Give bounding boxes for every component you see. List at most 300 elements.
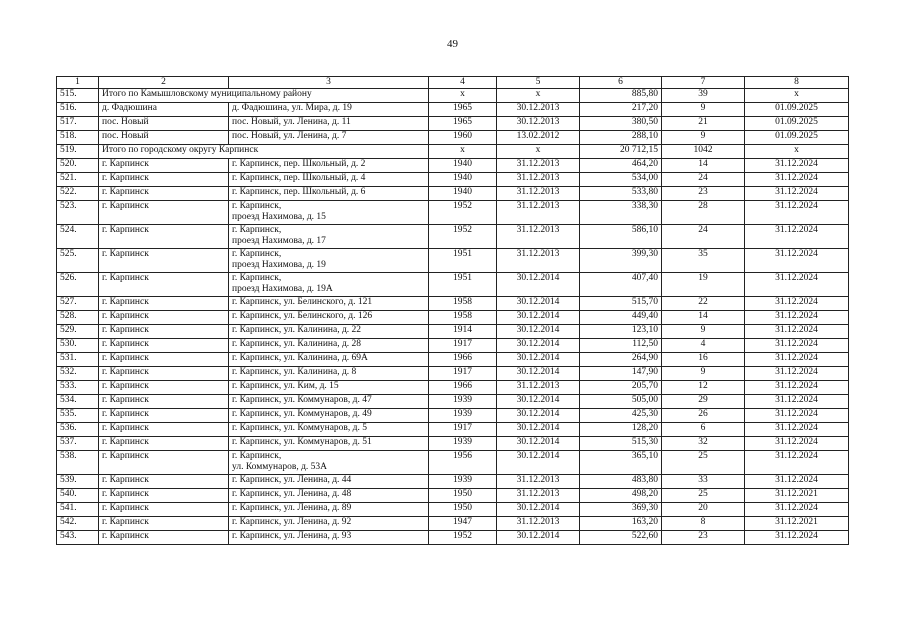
count-cell: 35 bbox=[662, 249, 745, 273]
year-cell: 1914 bbox=[429, 325, 497, 339]
deadline-cell: 01.09.2025 bbox=[745, 117, 849, 131]
date-cell: 30.12.2014 bbox=[497, 423, 580, 437]
deadline-cell: 31.12.2021 bbox=[745, 517, 849, 531]
year-cell: 1917 bbox=[429, 339, 497, 353]
table-row bbox=[57, 159, 849, 173]
address-line: г. Карпинск, ул. Белинского, д. 121 bbox=[232, 297, 373, 307]
row-number-cell: 528. bbox=[57, 311, 99, 325]
deadline-cell: 31.12.2024 bbox=[745, 531, 849, 545]
date-cell: 30.12.2014 bbox=[497, 273, 580, 297]
count-cell: 9 bbox=[662, 131, 745, 145]
year-cell: x bbox=[429, 145, 497, 159]
year-cell: 1952 bbox=[429, 531, 497, 545]
address-cell bbox=[229, 103, 429, 117]
date-cell: 30.12.2014 bbox=[497, 437, 580, 451]
deadline-cell: 31.12.2024 bbox=[745, 367, 849, 381]
year-cell: 1940 bbox=[429, 187, 497, 201]
row-number-cell: 536. bbox=[57, 423, 99, 437]
locality-cell: г. Карпинск bbox=[99, 475, 229, 489]
row-number-cell: 538. bbox=[57, 451, 99, 475]
year-cell: 1940 bbox=[429, 159, 497, 173]
count-cell: 4 bbox=[662, 339, 745, 353]
count-cell: 25 bbox=[662, 451, 745, 475]
row-number-cell: 521. bbox=[57, 173, 99, 187]
row-number-cell: 519. bbox=[57, 145, 99, 159]
locality-cell: г. Карпинск bbox=[99, 381, 229, 395]
area-cell: 264,90 bbox=[580, 353, 662, 367]
count-cell: 25 bbox=[662, 489, 745, 503]
row-number-cell: 517. bbox=[57, 117, 99, 131]
date-cell: 31.12.2013 bbox=[497, 249, 580, 273]
deadline-cell: 31.12.2024 bbox=[745, 249, 849, 273]
locality-cell: г. Карпинск bbox=[99, 297, 229, 311]
year-cell: x bbox=[429, 89, 497, 103]
address-cell bbox=[229, 451, 429, 475]
count-cell: 1042 bbox=[662, 145, 745, 159]
count-cell: 22 bbox=[662, 297, 745, 311]
year-cell: 1958 bbox=[429, 297, 497, 311]
date-cell: 30.12.2014 bbox=[497, 325, 580, 339]
year-cell: 1947 bbox=[429, 517, 497, 531]
address-cell bbox=[229, 395, 429, 409]
table-row bbox=[57, 117, 849, 131]
area-cell: 407,40 bbox=[580, 273, 662, 297]
area-cell: 533,80 bbox=[580, 187, 662, 201]
locality-cell: г. Карпинск bbox=[99, 437, 229, 451]
deadline-cell: 31.12.2024 bbox=[745, 423, 849, 437]
row-number-cell: 515. bbox=[57, 89, 99, 103]
area-cell: 369,30 bbox=[580, 503, 662, 517]
count-cell: 9 bbox=[662, 325, 745, 339]
table-row bbox=[57, 409, 849, 423]
area-cell: 505,00 bbox=[580, 395, 662, 409]
address-line: г. Карпинск, bbox=[232, 273, 282, 283]
address-cell bbox=[229, 201, 429, 225]
locality-cell: пос. Новый bbox=[99, 131, 229, 145]
area-cell: 498,20 bbox=[580, 489, 662, 503]
table-body bbox=[57, 77, 849, 545]
row-number-cell: 524. bbox=[57, 225, 99, 249]
row-number-cell: 533. bbox=[57, 381, 99, 395]
year-cell: 1950 bbox=[429, 489, 497, 503]
table-row bbox=[57, 367, 849, 381]
address-cell bbox=[229, 531, 429, 545]
locality-cell: г. Карпинск bbox=[99, 451, 229, 475]
address-line: г. Карпинск, ул. Калинина, д. 8 bbox=[232, 367, 357, 377]
table-row bbox=[57, 437, 849, 451]
locality-cell: г. Карпинск bbox=[99, 517, 229, 531]
row-number-cell: 527. bbox=[57, 297, 99, 311]
address-line: г. Карпинск, ул. Коммунаров, д. 49 bbox=[232, 409, 372, 419]
deadline-cell: 31.12.2024 bbox=[745, 339, 849, 353]
locality-cell: г. Карпинск bbox=[99, 489, 229, 503]
area-cell: 483,80 bbox=[580, 475, 662, 489]
total-label-cell: Итого по Камышловскому муниципальному району bbox=[99, 89, 429, 103]
deadline-cell: 31.12.2024 bbox=[745, 437, 849, 451]
deadline-cell: 31.12.2024 bbox=[745, 325, 849, 339]
address-line-2: проезд Нахимова, д. 19А bbox=[232, 284, 333, 294]
deadline-cell: 31.12.2024 bbox=[745, 409, 849, 423]
address-line: г. Карпинск, пер. Школьный, д. 6 bbox=[232, 187, 366, 197]
row-number-cell: 539. bbox=[57, 475, 99, 489]
table-row bbox=[57, 451, 849, 475]
year-cell: 1952 bbox=[429, 201, 497, 225]
locality-cell: г. Карпинск bbox=[99, 409, 229, 423]
locality-cell: г. Карпинск bbox=[99, 201, 229, 225]
column-header: 4 bbox=[429, 77, 497, 89]
area-cell: 20 712,15 bbox=[580, 145, 662, 159]
count-cell: 32 bbox=[662, 437, 745, 451]
year-cell: 1940 bbox=[429, 173, 497, 187]
area-cell: 365,10 bbox=[580, 451, 662, 475]
date-cell: 31.12.2013 bbox=[497, 517, 580, 531]
deadline-cell: 31.12.2021 bbox=[745, 489, 849, 503]
count-cell: 6 bbox=[662, 423, 745, 437]
address-cell bbox=[229, 475, 429, 489]
area-cell: 449,40 bbox=[580, 311, 662, 325]
count-cell: 39 bbox=[662, 89, 745, 103]
address-line: г. Карпинск, ул. Белинского, д. 126 bbox=[232, 311, 373, 321]
table-row bbox=[57, 311, 849, 325]
date-cell: 30.12.2014 bbox=[497, 531, 580, 545]
column-header: 2 bbox=[99, 77, 229, 89]
address-cell bbox=[229, 225, 429, 249]
area-cell: 534,00 bbox=[580, 173, 662, 187]
date-cell: 30.12.2014 bbox=[497, 297, 580, 311]
count-cell: 23 bbox=[662, 187, 745, 201]
row-number-cell: 532. bbox=[57, 367, 99, 381]
address-line: г. Карпинск, пер. Школьный, д. 4 bbox=[232, 173, 366, 183]
address-line-2: проезд Нахимова, д. 17 bbox=[232, 236, 326, 246]
area-cell: 147,90 bbox=[580, 367, 662, 381]
header-row bbox=[57, 77, 849, 89]
row-number-cell: 525. bbox=[57, 249, 99, 273]
count-cell: 14 bbox=[662, 159, 745, 173]
address-line: г. Карпинск, ул. Ленина, д. 44 bbox=[232, 475, 352, 485]
deadline-cell: 31.12.2024 bbox=[745, 381, 849, 395]
date-cell: 30.12.2013 bbox=[497, 117, 580, 131]
column-header: 5 bbox=[497, 77, 580, 89]
year-cell: 1950 bbox=[429, 503, 497, 517]
locality-cell: г. Карпинск bbox=[99, 159, 229, 173]
deadline-cell: 31.12.2024 bbox=[745, 311, 849, 325]
year-cell: 1939 bbox=[429, 437, 497, 451]
locality-cell: г. Карпинск bbox=[99, 531, 229, 545]
date-cell: 31.12.2013 bbox=[497, 225, 580, 249]
row-number-cell: 522. bbox=[57, 187, 99, 201]
count-cell: 23 bbox=[662, 531, 745, 545]
date-cell: 13.02.2012 bbox=[497, 131, 580, 145]
table-row-total bbox=[57, 145, 849, 159]
date-cell: 31.12.2013 bbox=[497, 475, 580, 489]
address-line-2: проезд Нахимова, д. 19 bbox=[232, 260, 326, 270]
column-header: 7 bbox=[662, 77, 745, 89]
row-number-cell: 540. bbox=[57, 489, 99, 503]
table-row bbox=[57, 297, 849, 311]
date-cell: 30.12.2014 bbox=[497, 353, 580, 367]
row-number-cell: 542. bbox=[57, 517, 99, 531]
locality-cell: г. Карпинск bbox=[99, 173, 229, 187]
table-row bbox=[57, 423, 849, 437]
year-cell: 1956 bbox=[429, 451, 497, 475]
address-cell bbox=[229, 409, 429, 423]
deadline-cell: 31.12.2024 bbox=[745, 159, 849, 173]
row-number-cell: 543. bbox=[57, 531, 99, 545]
address-line: г. Карпинск, bbox=[232, 249, 282, 259]
area-cell: 128,20 bbox=[580, 423, 662, 437]
year-cell: 1951 bbox=[429, 273, 497, 297]
address-cell bbox=[229, 353, 429, 367]
address-cell bbox=[229, 187, 429, 201]
area-cell: 586,10 bbox=[580, 225, 662, 249]
deadline-cell: 31.12.2024 bbox=[745, 173, 849, 187]
row-number-cell: 529. bbox=[57, 325, 99, 339]
column-header: 6 bbox=[580, 77, 662, 89]
count-cell: 8 bbox=[662, 517, 745, 531]
locality-cell: г. Карпинск bbox=[99, 353, 229, 367]
deadline-cell: 31.12.2024 bbox=[745, 475, 849, 489]
address-cell bbox=[229, 339, 429, 353]
count-cell: 28 bbox=[662, 201, 745, 225]
locality-cell: г. Карпинск bbox=[99, 339, 229, 353]
area-cell: 288,10 bbox=[580, 131, 662, 145]
count-cell: 33 bbox=[662, 475, 745, 489]
deadline-cell: 01.09.2025 bbox=[745, 131, 849, 145]
locality-cell: г. Карпинск bbox=[99, 273, 229, 297]
address-line: г. Карпинск, ул. Ким, д. 15 bbox=[232, 381, 339, 391]
date-cell: 30.12.2014 bbox=[497, 395, 580, 409]
year-cell: 1960 bbox=[429, 131, 497, 145]
deadline-cell: x bbox=[745, 145, 849, 159]
deadline-cell: x bbox=[745, 89, 849, 103]
table-row bbox=[57, 503, 849, 517]
address-cell bbox=[229, 503, 429, 517]
column-header: 1 bbox=[57, 77, 99, 89]
year-cell: 1917 bbox=[429, 423, 497, 437]
count-cell: 12 bbox=[662, 381, 745, 395]
address-cell bbox=[229, 437, 429, 451]
table-row bbox=[57, 173, 849, 187]
count-cell: 9 bbox=[662, 367, 745, 381]
deadline-cell: 31.12.2024 bbox=[745, 395, 849, 409]
address-cell bbox=[229, 423, 429, 437]
address-cell bbox=[229, 325, 429, 339]
count-cell: 20 bbox=[662, 503, 745, 517]
address-line: г. Карпинск, ул. Калинина, д. 69А bbox=[232, 353, 368, 363]
column-header: 3 bbox=[229, 77, 429, 89]
area-cell: 112,50 bbox=[580, 339, 662, 353]
year-cell: 1939 bbox=[429, 475, 497, 489]
table-row bbox=[57, 225, 849, 249]
address-cell bbox=[229, 297, 429, 311]
area-cell: 338,30 bbox=[580, 201, 662, 225]
address-line: г. Карпинск, ул. Калинина, д. 22 bbox=[232, 325, 362, 335]
locality-cell: г. Карпинск bbox=[99, 325, 229, 339]
area-cell: 522,60 bbox=[580, 531, 662, 545]
date-cell: 31.12.2013 bbox=[497, 489, 580, 503]
area-cell: 425,30 bbox=[580, 409, 662, 423]
year-cell: 1939 bbox=[429, 395, 497, 409]
year-cell: 1952 bbox=[429, 225, 497, 249]
date-cell: 30.12.2014 bbox=[497, 339, 580, 353]
count-cell: 21 bbox=[662, 117, 745, 131]
page-number: 49 bbox=[447, 38, 458, 50]
area-cell: 163,20 bbox=[580, 517, 662, 531]
address-line: г. Карпинск, bbox=[232, 201, 282, 211]
date-cell: 31.12.2013 bbox=[497, 159, 580, 173]
locality-cell: г. Карпинск bbox=[99, 423, 229, 437]
date-cell: 30.12.2014 bbox=[497, 451, 580, 475]
table-row bbox=[57, 201, 849, 225]
table-row bbox=[57, 517, 849, 531]
date-cell: x bbox=[497, 145, 580, 159]
date-cell: 30.12.2014 bbox=[497, 503, 580, 517]
table-row-total bbox=[57, 89, 849, 103]
count-cell: 29 bbox=[662, 395, 745, 409]
year-cell: 1951 bbox=[429, 249, 497, 273]
deadline-cell: 31.12.2024 bbox=[745, 353, 849, 367]
table-row bbox=[57, 475, 849, 489]
table-row bbox=[57, 103, 849, 117]
address-line: пос. Новый, ул. Ленина, д. 7 bbox=[232, 131, 347, 141]
table-row bbox=[57, 489, 849, 503]
address-line: г. Карпинск, ул. Ленина, д. 92 bbox=[232, 517, 352, 527]
address-line: пос. Новый, ул. Ленина, д. 11 bbox=[232, 117, 351, 127]
row-number-cell: 516. bbox=[57, 103, 99, 117]
table-row bbox=[57, 395, 849, 409]
address-line-2: проезд Нахимова, д. 15 bbox=[232, 212, 326, 222]
row-number-cell: 526. bbox=[57, 273, 99, 297]
count-cell: 9 bbox=[662, 103, 745, 117]
row-number-cell: 535. bbox=[57, 409, 99, 423]
year-cell: 1965 bbox=[429, 117, 497, 131]
locality-cell: пос. Новый bbox=[99, 117, 229, 131]
address-cell bbox=[229, 131, 429, 145]
area-cell: 217,20 bbox=[580, 103, 662, 117]
deadline-cell: 31.12.2024 bbox=[745, 201, 849, 225]
address-cell bbox=[229, 273, 429, 297]
address-cell bbox=[229, 159, 429, 173]
address-line: г. Карпинск, ул. Коммунаров, д. 47 bbox=[232, 395, 372, 405]
row-number-cell: 530. bbox=[57, 339, 99, 353]
address-cell bbox=[229, 249, 429, 273]
address-cell bbox=[229, 381, 429, 395]
deadline-cell: 31.12.2024 bbox=[745, 225, 849, 249]
area-cell: 399,30 bbox=[580, 249, 662, 273]
count-cell: 14 bbox=[662, 311, 745, 325]
count-cell: 26 bbox=[662, 409, 745, 423]
row-number-cell: 541. bbox=[57, 503, 99, 517]
address-line: г. Карпинск, пер. Школьный, д. 2 bbox=[232, 159, 366, 169]
count-cell: 24 bbox=[662, 225, 745, 249]
date-cell: 31.12.2013 bbox=[497, 381, 580, 395]
address-line-2: ул. Коммунаров, д. 53А bbox=[232, 462, 328, 472]
deadline-cell: 31.12.2024 bbox=[745, 297, 849, 311]
address-line: г. Карпинск, ул. Коммунаров, д. 5 bbox=[232, 423, 367, 433]
deadline-cell: 31.12.2024 bbox=[745, 187, 849, 201]
count-cell: 16 bbox=[662, 353, 745, 367]
area-cell: 380,50 bbox=[580, 117, 662, 131]
date-cell: x bbox=[497, 89, 580, 103]
address-line: г. Карпинск, ул. Калинина, д. 28 bbox=[232, 339, 362, 349]
deadline-cell: 31.12.2024 bbox=[745, 451, 849, 475]
column-header: 8 bbox=[745, 77, 849, 89]
address-line: г. Карпинск, bbox=[232, 225, 282, 235]
address-line: д. Фадюшина, ул. Мира, д. 19 bbox=[232, 103, 352, 113]
locality-cell: г. Карпинск bbox=[99, 395, 229, 409]
address-cell bbox=[229, 367, 429, 381]
row-number-cell: 531. bbox=[57, 353, 99, 367]
row-number-cell: 518. bbox=[57, 131, 99, 145]
locality-cell: г. Карпинск bbox=[99, 311, 229, 325]
address-cell bbox=[229, 311, 429, 325]
date-cell: 30.12.2013 bbox=[497, 103, 580, 117]
address-cell bbox=[229, 117, 429, 131]
table-row bbox=[57, 131, 849, 145]
locality-cell: г. Карпинск bbox=[99, 367, 229, 381]
deadline-cell: 31.12.2024 bbox=[745, 273, 849, 297]
locality-cell: г. Карпинск bbox=[99, 503, 229, 517]
table-row bbox=[57, 531, 849, 545]
address-line: г. Карпинск, ул. Ленина, д. 93 bbox=[232, 531, 352, 541]
deadline-cell: 01.09.2025 bbox=[745, 103, 849, 117]
row-number-cell: 537. bbox=[57, 437, 99, 451]
area-cell: 205,70 bbox=[580, 381, 662, 395]
address-cell bbox=[229, 489, 429, 503]
year-cell: 1966 bbox=[429, 381, 497, 395]
locality-cell: г. Карпинск bbox=[99, 187, 229, 201]
row-number-cell: 523. bbox=[57, 201, 99, 225]
address-cell bbox=[229, 173, 429, 187]
date-cell: 30.12.2014 bbox=[497, 367, 580, 381]
table-row bbox=[57, 353, 849, 367]
date-cell: 30.12.2014 bbox=[497, 409, 580, 423]
address-line: г. Карпинск, bbox=[232, 451, 282, 461]
address-line: г. Карпинск, ул. Ленина, д. 48 bbox=[232, 489, 352, 499]
year-cell: 1939 bbox=[429, 409, 497, 423]
table-row bbox=[57, 339, 849, 353]
table-row bbox=[57, 187, 849, 201]
date-cell: 31.12.2013 bbox=[497, 201, 580, 225]
address-line: г. Карпинск, ул. Коммунаров, д. 51 bbox=[232, 437, 372, 447]
address-cell bbox=[229, 517, 429, 531]
year-cell: 1958 bbox=[429, 311, 497, 325]
locality-cell: г. Карпинск bbox=[99, 249, 229, 273]
year-cell: 1965 bbox=[429, 103, 497, 117]
row-number-cell: 534. bbox=[57, 395, 99, 409]
table-row bbox=[57, 273, 849, 297]
area-cell: 515,70 bbox=[580, 297, 662, 311]
count-cell: 19 bbox=[662, 273, 745, 297]
area-cell: 123,10 bbox=[580, 325, 662, 339]
year-cell: 1966 bbox=[429, 353, 497, 367]
table-row bbox=[57, 249, 849, 273]
row-number-cell: 520. bbox=[57, 159, 99, 173]
date-cell: 31.12.2013 bbox=[497, 187, 580, 201]
table-row bbox=[57, 325, 849, 339]
housing-register-table bbox=[56, 76, 849, 545]
deadline-cell: 31.12.2024 bbox=[745, 503, 849, 517]
area-cell: 885,80 bbox=[580, 89, 662, 103]
date-cell: 31.12.2013 bbox=[497, 173, 580, 187]
area-cell: 515,30 bbox=[580, 437, 662, 451]
table-row bbox=[57, 381, 849, 395]
total-label-cell: Итого по городскому округу Карпинск bbox=[99, 145, 429, 159]
year-cell: 1917 bbox=[429, 367, 497, 381]
date-cell: 30.12.2014 bbox=[497, 311, 580, 325]
locality-cell: д. Фадюшина bbox=[99, 103, 229, 117]
area-cell: 464,20 bbox=[580, 159, 662, 173]
